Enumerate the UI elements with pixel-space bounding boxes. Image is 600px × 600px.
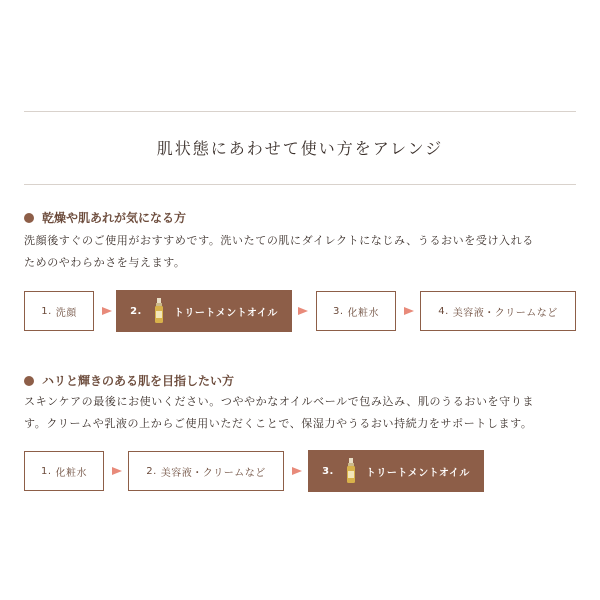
description-line: ためのやわらかさを与えます。	[24, 256, 186, 269]
step-number: 2.	[130, 305, 142, 317]
step-label: 美容液・クリームなど	[452, 307, 558, 319]
circle-bullet-icon	[24, 213, 34, 223]
arrow-right-icon	[298, 307, 308, 315]
step-box	[316, 291, 396, 331]
section-heading-label: ハリと輝きのある肌を目指したい方	[42, 374, 235, 388]
step-box-highlighted	[308, 450, 484, 492]
section-description	[24, 391, 580, 435]
step-number: 3.	[332, 305, 344, 317]
step-box	[24, 291, 94, 331]
description-line: 洗顔後すぐのご使用がおすすめです。洗いたての肌にダイレクトになじみ、うるおいを受け入れる	[24, 234, 534, 247]
step-label: 化粧水	[55, 467, 88, 479]
step-label: トリートメントオイル	[173, 307, 278, 319]
arrow-right-icon	[112, 467, 122, 475]
step-number: 2.	[146, 465, 157, 477]
step-number: 4.	[438, 305, 449, 317]
step-box	[128, 451, 284, 491]
step-number: 1.	[41, 305, 52, 317]
section-description	[24, 230, 580, 274]
oil-bottle-icon	[152, 298, 166, 324]
circle-bullet-icon	[24, 376, 34, 386]
step-box	[420, 291, 576, 331]
oil-bottle-icon	[344, 458, 358, 484]
section-heading-dry-skin	[24, 209, 186, 226]
title-divider	[24, 184, 576, 185]
step-label: 洗顔	[55, 307, 77, 319]
arrow-right-icon	[102, 307, 112, 315]
step-label: 美容液・クリームなど	[160, 467, 266, 479]
step-flow	[24, 451, 576, 493]
step-flow	[24, 291, 576, 333]
step-number: 1.	[40, 465, 52, 477]
arrow-right-icon	[404, 307, 414, 315]
step-box-highlighted	[116, 290, 292, 332]
top-divider	[24, 111, 576, 112]
arrow-right-icon	[292, 467, 302, 475]
description-line: スキンケアの最後にお使いください。つややかなオイルベールで包み込み、肌のうるおいを守りま	[24, 395, 534, 408]
step-number: 3.	[322, 465, 334, 477]
page-title: 肌状態にあわせて使い方をアレンジ	[156, 139, 444, 158]
description-line: す。クリームや乳液の上からご使用いただくことで、保湿力やうるおい持続力をサポートします。	[24, 417, 533, 430]
step-label: 化粧水	[347, 307, 380, 319]
section-heading-label: 乾燥や肌あれが気になる方	[42, 211, 187, 225]
step-label: トリートメントオイル	[365, 467, 470, 479]
section-heading-firm-skin	[24, 372, 234, 389]
step-box	[24, 451, 104, 491]
